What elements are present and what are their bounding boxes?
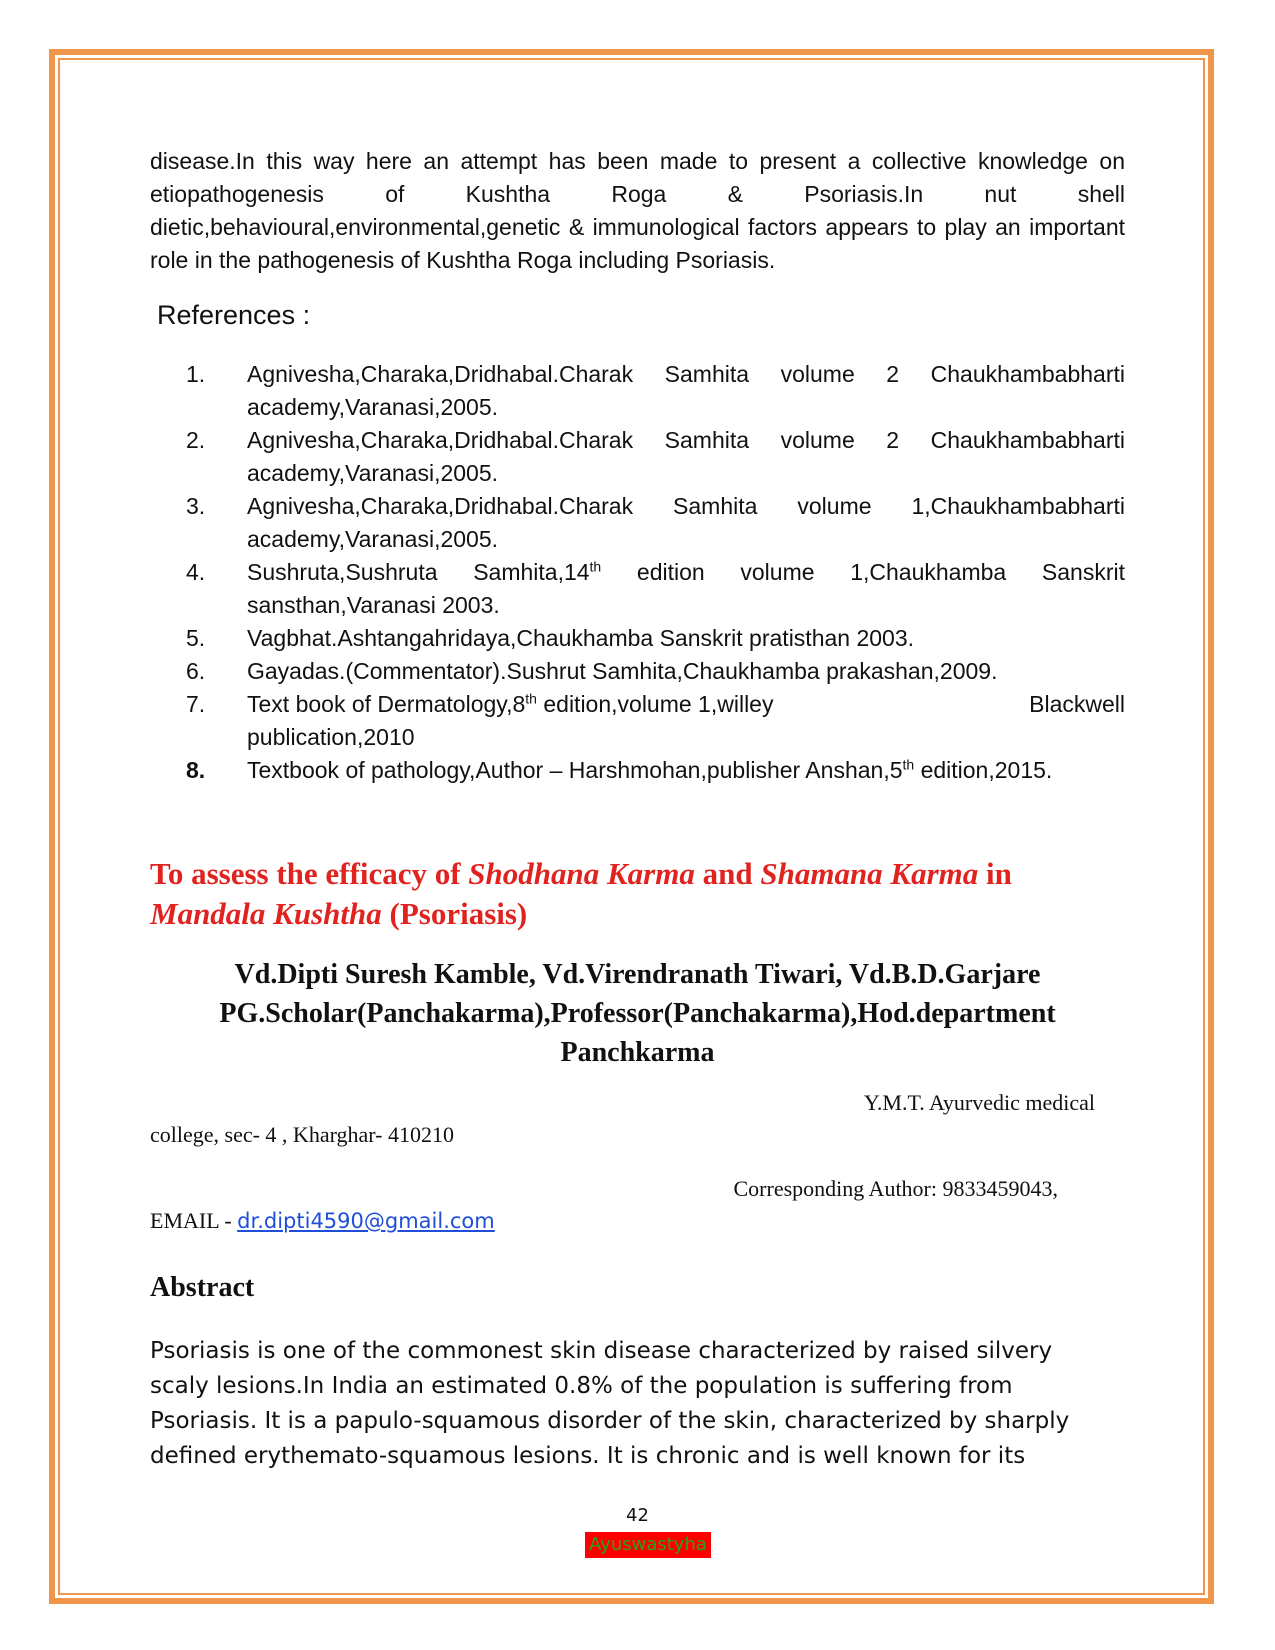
reference-text: Sushruta,Sushruta Samhita,14th edition volume 1,Chaukhamba Sanskrit sansthan,Varanasi 2003.: [247, 558, 1125, 618]
reference-number: 6.: [186, 658, 206, 684]
reference-item: [150, 424, 1125, 490]
reference-number: 2.: [186, 427, 206, 453]
intro-paragraph: disease.In this way here an attempt has been made to present a collective knowledge on etiopathogenesis of Kushtha Roga & Psoriasis.In nut shell dietic,behavioural,environmental,genetic & immunological factors appears to play an important role in the pathogenesis of Kushtha Roga including Psoriasis.: [150, 148, 1125, 273]
reference-item: [150, 754, 1125, 787]
reference-text: Vagbhat.Ashtangahridaya,Chaukhamba Sanskrit pratisthan 2003.: [247, 625, 915, 651]
references-list: [150, 358, 1125, 787]
corresponding-author: Corresponding Author: 9833459043,: [733, 1176, 1058, 1201]
reference-item: [150, 490, 1125, 556]
reference-number: 3.: [186, 493, 206, 519]
references-heading: References :: [157, 300, 311, 330]
abstract-text: Psoriasis is one of the commonest skin disease characterized by raised silvery scaly lesions.In India an estimated 0.8% of the population is suffering from Psoriasis. It is a papulo-squamous disorder of the skin, characterized by sharply defined erythemato-squamous lesions. It is chronic and is well known for its: [150, 1338, 1070, 1469]
email-line: [150, 1208, 495, 1234]
reference-text: Agnivesha,Charaka,Dridhabal.Charak Samhita volume 2 Chaukhambabharti academy,Varanasi,2005.: [247, 427, 1125, 486]
article-title: To assess the efficacy of Shodhana Karma and Shamana Karma in Mandala Kushtha (Psoriasis): [150, 856, 1012, 931]
reference-text: Text book of Dermatology,8th edition,volume 1,willey Blackwell: [247, 690, 1125, 717]
reference-item: [150, 622, 1125, 655]
reference-number: 7.: [186, 691, 206, 717]
affiliation-line-2: college, sec- 4 , Kharghar- 410210: [150, 1122, 454, 1147]
reference-text-continued: publication,2010: [247, 724, 415, 750]
affiliation-line-1: Y.M.T. Ayurvedic medical: [863, 1090, 1095, 1115]
reference-text: Gayadas.(Commentator).Sushrut Samhita,Chaukhamba prakashan,2009.: [247, 658, 998, 684]
journal-badge: Ayuswastyha: [585, 1532, 711, 1558]
reference-number: 8.: [186, 757, 206, 783]
reference-text: Textbook of pathology,Author – Harshmohan,publisher Anshan,5th edition,2015.: [247, 756, 1053, 783]
authors-block: [150, 955, 1125, 1072]
designations-line: PG.Scholar(Panchakarma),Professor(Panchakarma),Hod.department Panchkarma: [219, 998, 1056, 1068]
reference-number: 4.: [186, 559, 206, 585]
reference-item: [150, 556, 1125, 622]
authors-line: Vd.Dipti Suresh Kamble, Vd.Virendranath Tiwari, Vd.B.D.Garjare: [234, 959, 1041, 990]
reference-text: Agnivesha,Charaka,Dridhabal.Charak Samhita volume 1,Chaukhambabharti academy,Varanasi,2005.: [247, 493, 1125, 552]
email-label: EMAIL -: [150, 1208, 238, 1233]
reference-text: Agnivesha,Charaka,Dridhabal.Charak Samhita volume 2 Chaukhambabharti academy,Varanasi,2005.: [247, 361, 1125, 420]
reference-number: 1.: [186, 361, 206, 387]
page-number: 42: [626, 1505, 649, 1526]
email-link[interactable]: dr.dipti4590@gmail.com: [237, 1209, 495, 1233]
abstract-heading: Abstract: [150, 1272, 255, 1303]
reference-number: 5.: [186, 625, 206, 651]
reference-item: [150, 358, 1125, 424]
reference-item: [150, 688, 1125, 754]
reference-item: [150, 655, 1125, 688]
